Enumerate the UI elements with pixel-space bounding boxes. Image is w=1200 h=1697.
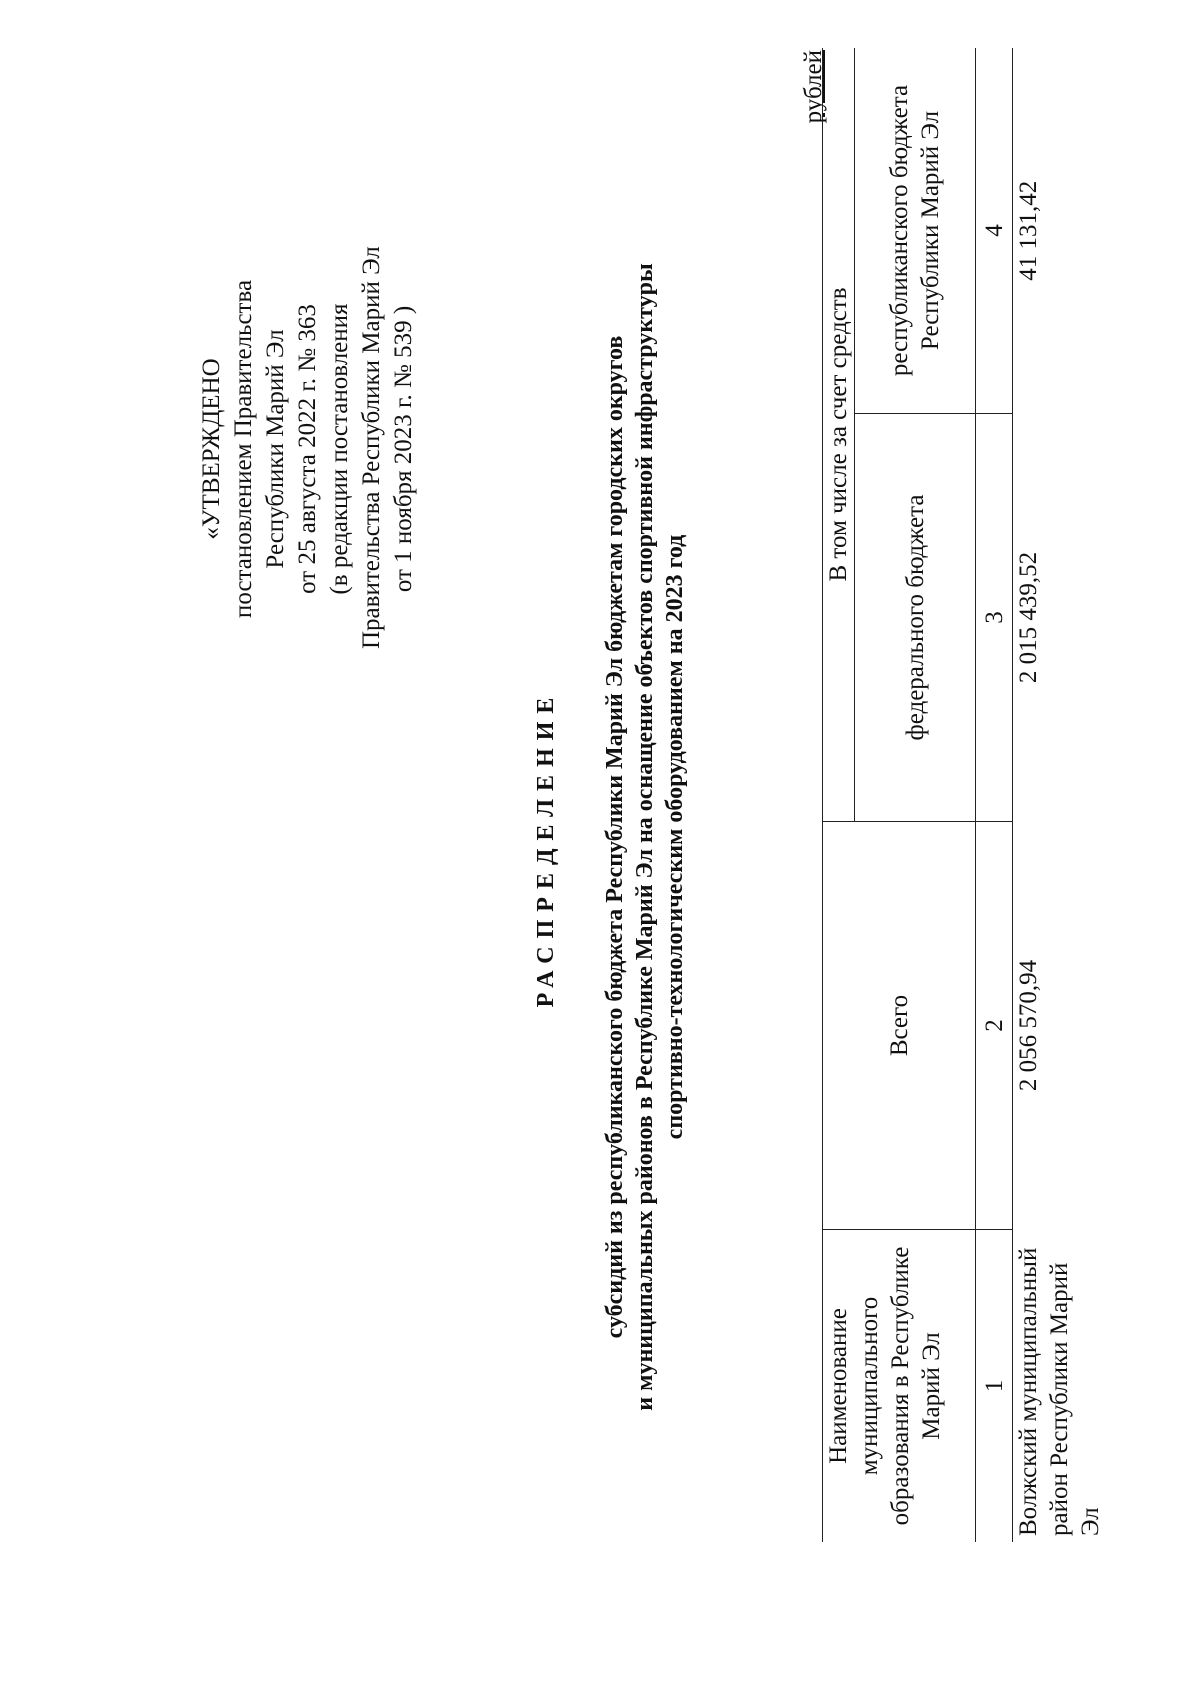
header-federal: федерального бюджета (855, 414, 976, 822)
approval-line: Правительства Республики Марий Эл (358, 246, 385, 649)
row-total: 2 056 570,94 (1015, 959, 1042, 1092)
column-number: 3 (976, 414, 1013, 822)
header-total: Всего (823, 822, 976, 1230)
column-number: 4 (976, 48, 1013, 414)
approval-line: (в редакции постановления (326, 303, 353, 595)
header-group: В том числе за счет средств (823, 48, 855, 822)
approval-line: «УТВЕРЖДЕНО (198, 358, 225, 540)
units-label: рублей (800, 50, 827, 124)
row-federal: 2 015 439,52 (1015, 551, 1042, 684)
subtitle-line: спортивно-технологическим оборудованием на 2023 год (662, 534, 688, 1140)
approval-stamp (196, 246, 420, 649)
column-number: 1 (976, 1230, 1013, 1543)
column-number: 2 (976, 822, 1013, 1230)
distribution-table (822, 48, 1106, 1542)
header-name: Наименование муниципального образования в Республике Марий Эл (823, 1230, 976, 1543)
subtitle-line: и муниципальных районов в Республике Марий Эл на оснащение объектов спортивной инфраструктуры (632, 263, 658, 1411)
subtitle-line: субсидий из республиканского бюджета Республики Марий Эл бюджетам городских округов (602, 335, 628, 1339)
row-republican: 41 131,42 (1015, 180, 1042, 281)
column-number-row (976, 48, 1013, 1542)
header-republican: республиканского бюджета Республики Марий Эл (886, 84, 944, 377)
table-row (1013, 48, 1107, 1542)
document-title: РАСПРЕДЕЛЕНИЕ (533, 689, 559, 1008)
approval-line: от 25 августа 2022 г. № 363 (294, 304, 321, 594)
header-row (823, 48, 855, 1542)
approval-line: Республики Марий Эл (262, 329, 289, 569)
approval-line: от 1 ноября 2023 г. № 539 ) (390, 305, 417, 593)
document-subtitle (600, 247, 690, 1427)
approval-line: постановлением Правительства (230, 279, 257, 619)
row-name: Волжский муниципальный район Республики Марий Эл (1015, 1247, 1104, 1536)
